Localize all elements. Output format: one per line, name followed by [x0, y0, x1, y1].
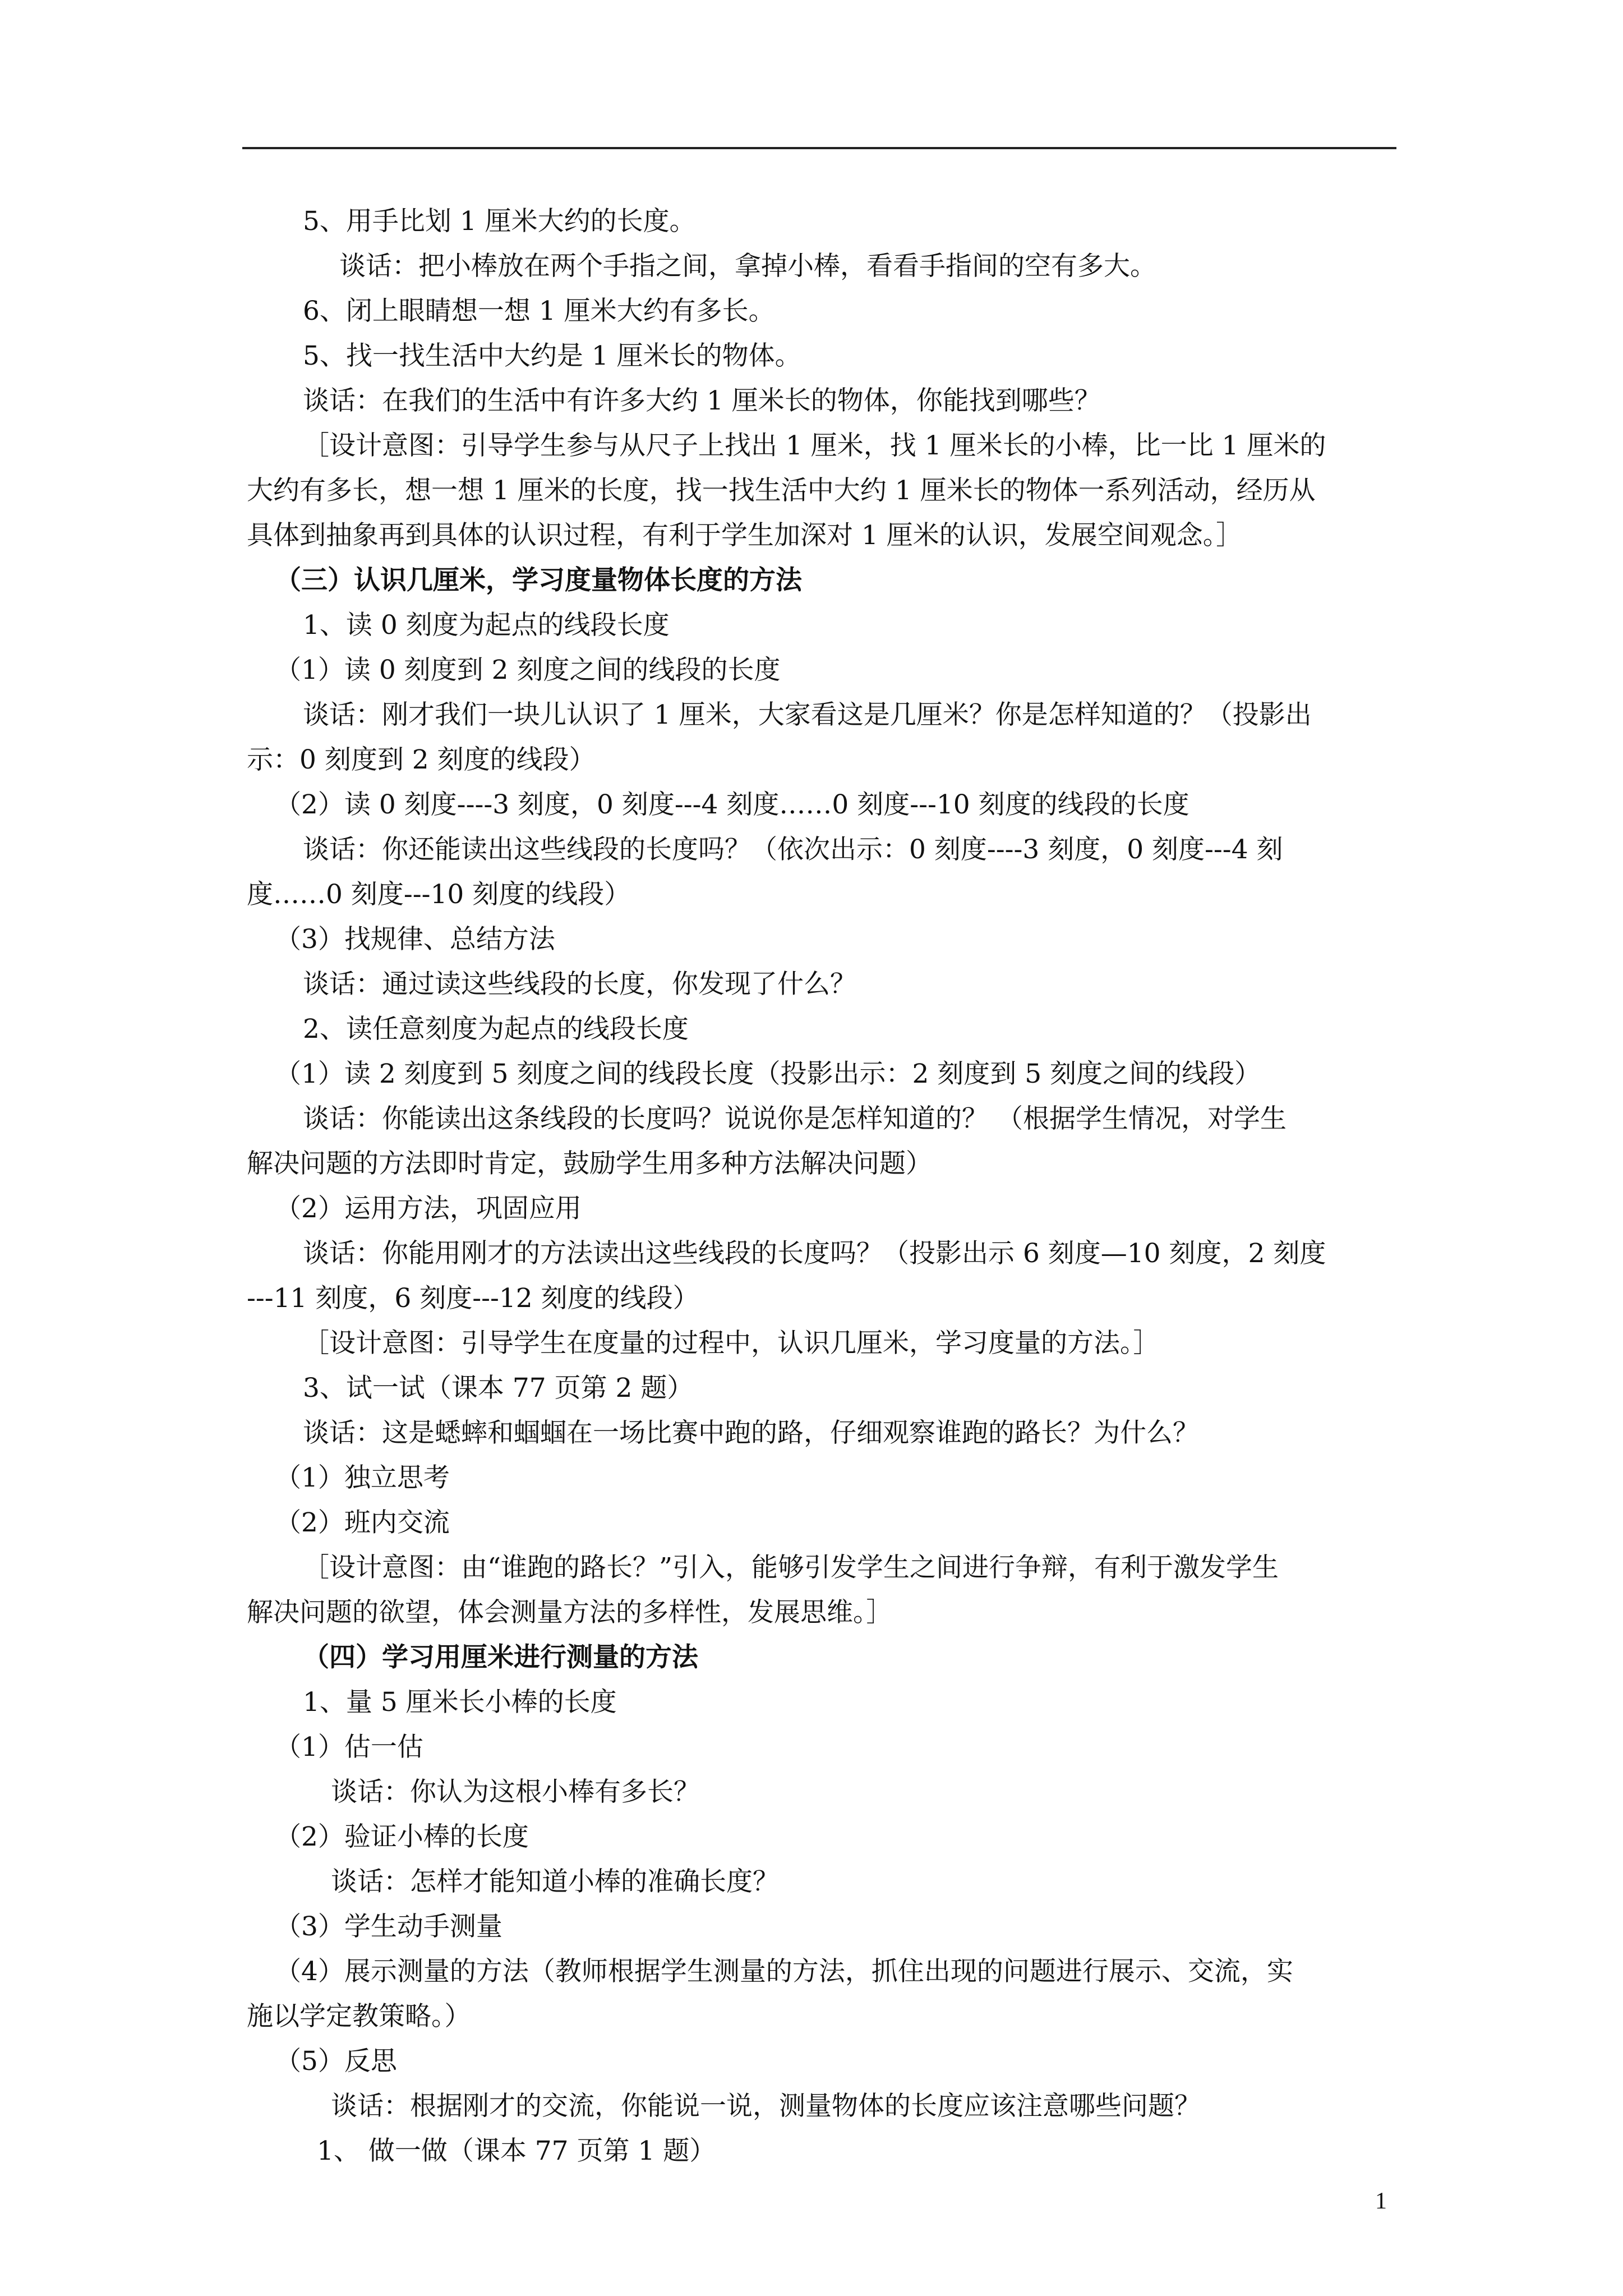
paragraph-line: 施以学定教策略。） — [247, 2001, 471, 2032]
paragraph-line: （2）运用方法，巩固应用 — [275, 1193, 582, 1224]
paragraph-line: 谈话：把小棒放在两个手指之间，拿掉小棒，看看手指间的空有多大。 — [339, 251, 1156, 282]
header-rule — [242, 147, 1396, 149]
paragraph-line: 5、用手比划 1 厘米大约的长度。 — [303, 206, 696, 237]
paragraph-line: 谈话：通过读这些线段的长度，你发现了什么？ — [303, 969, 856, 1000]
paragraph-line: （1）估一估 — [275, 1732, 423, 1763]
paragraph-line: ［设计意图：引导学生在度量的过程中，认识几厘米，学习度量的方法。］ — [303, 1328, 1160, 1359]
paragraph-line: 示：0 刻度到 2 刻度的线段） — [247, 744, 596, 775]
paragraph-line: 大约有多长，想一想 1 厘米的长度，找一找生活中大约 1 厘米长的物体一系列活动，经历从 — [247, 475, 1316, 506]
paragraph-line: （2）读 0 刻度----3 刻度，0 刻度---4 刻度……0 刻度---10 刻度的线段的长度 — [275, 789, 1189, 820]
paragraph-line: 解决问题的欲望，体会测量方法的多样性，发展思维。］ — [247, 1597, 893, 1628]
section-heading: （四）学习用厘米进行测量的方法 — [303, 1642, 698, 1673]
paragraph-line: （1）独立思考 — [275, 1462, 450, 1493]
paragraph-line: 2、读任意刻度为起点的线段长度 — [303, 1014, 689, 1045]
paragraph-line: （5）反思 — [275, 2046, 397, 2077]
paragraph-line: （1）读 0 刻度到 2 刻度之间的线段的长度 — [275, 655, 781, 685]
paragraph-line: 谈话：在我们的生活中有许多大约 1 厘米长的物体，你能找到哪些？ — [303, 385, 1101, 416]
paragraph-line: ［设计意图：引导学生参与从尺子上找出 1 厘米，找 1 厘米长的小棒，比一比 1 厘米的 — [303, 430, 1326, 461]
paragraph-line: 1、量 5 厘米长小棒的长度 — [303, 1687, 617, 1718]
document-body — [247, 199, 1396, 2174]
paragraph-line: 1、 做一做（课本 77 页第 1 题） — [317, 2136, 716, 2166]
paragraph-line: 具体到抽象再到具体的认识过程，有利于学生加深对 1 厘米的认识，发展空间观念。］ — [247, 520, 1243, 551]
paragraph-line: 谈话：怎样才能知道小棒的准确长度？ — [331, 1866, 779, 1897]
paragraph-line: 3、试一试（课本 77 页第 2 题） — [303, 1373, 694, 1404]
paragraph-line: 谈话：这是蟋蟀和蝈蝈在一场比赛中跑的路，仔细观察谁跑的路长？为什么？ — [303, 1418, 1199, 1448]
paragraph-line: ---11 刻度，6 刻度---12 刻度的线段） — [247, 1283, 699, 1314]
paragraph-line: （2）验证小棒的长度 — [275, 1821, 529, 1852]
paragraph-line: 1、读 0 刻度为起点的线段长度 — [303, 610, 670, 641]
paragraph-line: 谈话：你认为这根小棒有多长？ — [331, 1777, 700, 1807]
paragraph-line: （1）读 2 刻度到 5 刻度之间的线段长度（投影出示：2 刻度到 5 刻度之间的线段） — [275, 1059, 1261, 1089]
paragraph-line: 解决问题的方法即时肯定，鼓励学生用多种方法解决问题） — [247, 1148, 932, 1179]
paragraph-line: 5、找一找生活中大约是 1 厘米长的物体。 — [303, 341, 801, 371]
paragraph-line: （3）学生动手测量 — [275, 1911, 502, 1942]
paragraph-line: 谈话：你能用刚才的方法读出这些线段的长度吗？（投影出示 6 刻度—10 刻度，2 刻度 — [303, 1238, 1326, 1269]
section-heading: （三）认识几厘米，学习度量物体长度的方法 — [275, 565, 802, 596]
paragraph-line: 谈话：你还能读出这些线段的长度吗？（依次出示：0 刻度----3 刻度，0 刻度---4 刻 — [303, 834, 1283, 865]
page-number: 1 — [1375, 2188, 1387, 2214]
paragraph-line: 谈话：你能读出这条线段的长度吗？说说你是怎样知道的？ （根据学生情况，对学生 — [303, 1103, 1287, 1134]
paragraph-line: 度……0 刻度---10 刻度的线段） — [247, 879, 631, 910]
paragraph-line: 谈话：刚才我们一块儿认识了 1 厘米，大家看这是几厘米？你是怎样知道的？（投影出 — [303, 700, 1312, 730]
paragraph-line: （3）找规律、总结方法 — [275, 924, 555, 955]
paragraph-line: ［设计意图：由“谁跑的路长？”引入，能够引发学生之间进行争辩，有利于激发学生 — [303, 1552, 1279, 1583]
paragraph-line: 谈话：根据刚才的交流，你能说一说，测量物体的长度应该注意哪些问题？ — [331, 2091, 1201, 2122]
paragraph-line: （2）班内交流 — [275, 1507, 450, 1538]
paragraph-line: 6、闭上眼睛想一想 1 厘米大约有多长。 — [303, 296, 775, 326]
paragraph-line: （4）展示测量的方法（教师根据学生测量的方法，抓住出现的问题进行展示、交流，实 — [275, 1956, 1293, 1987]
